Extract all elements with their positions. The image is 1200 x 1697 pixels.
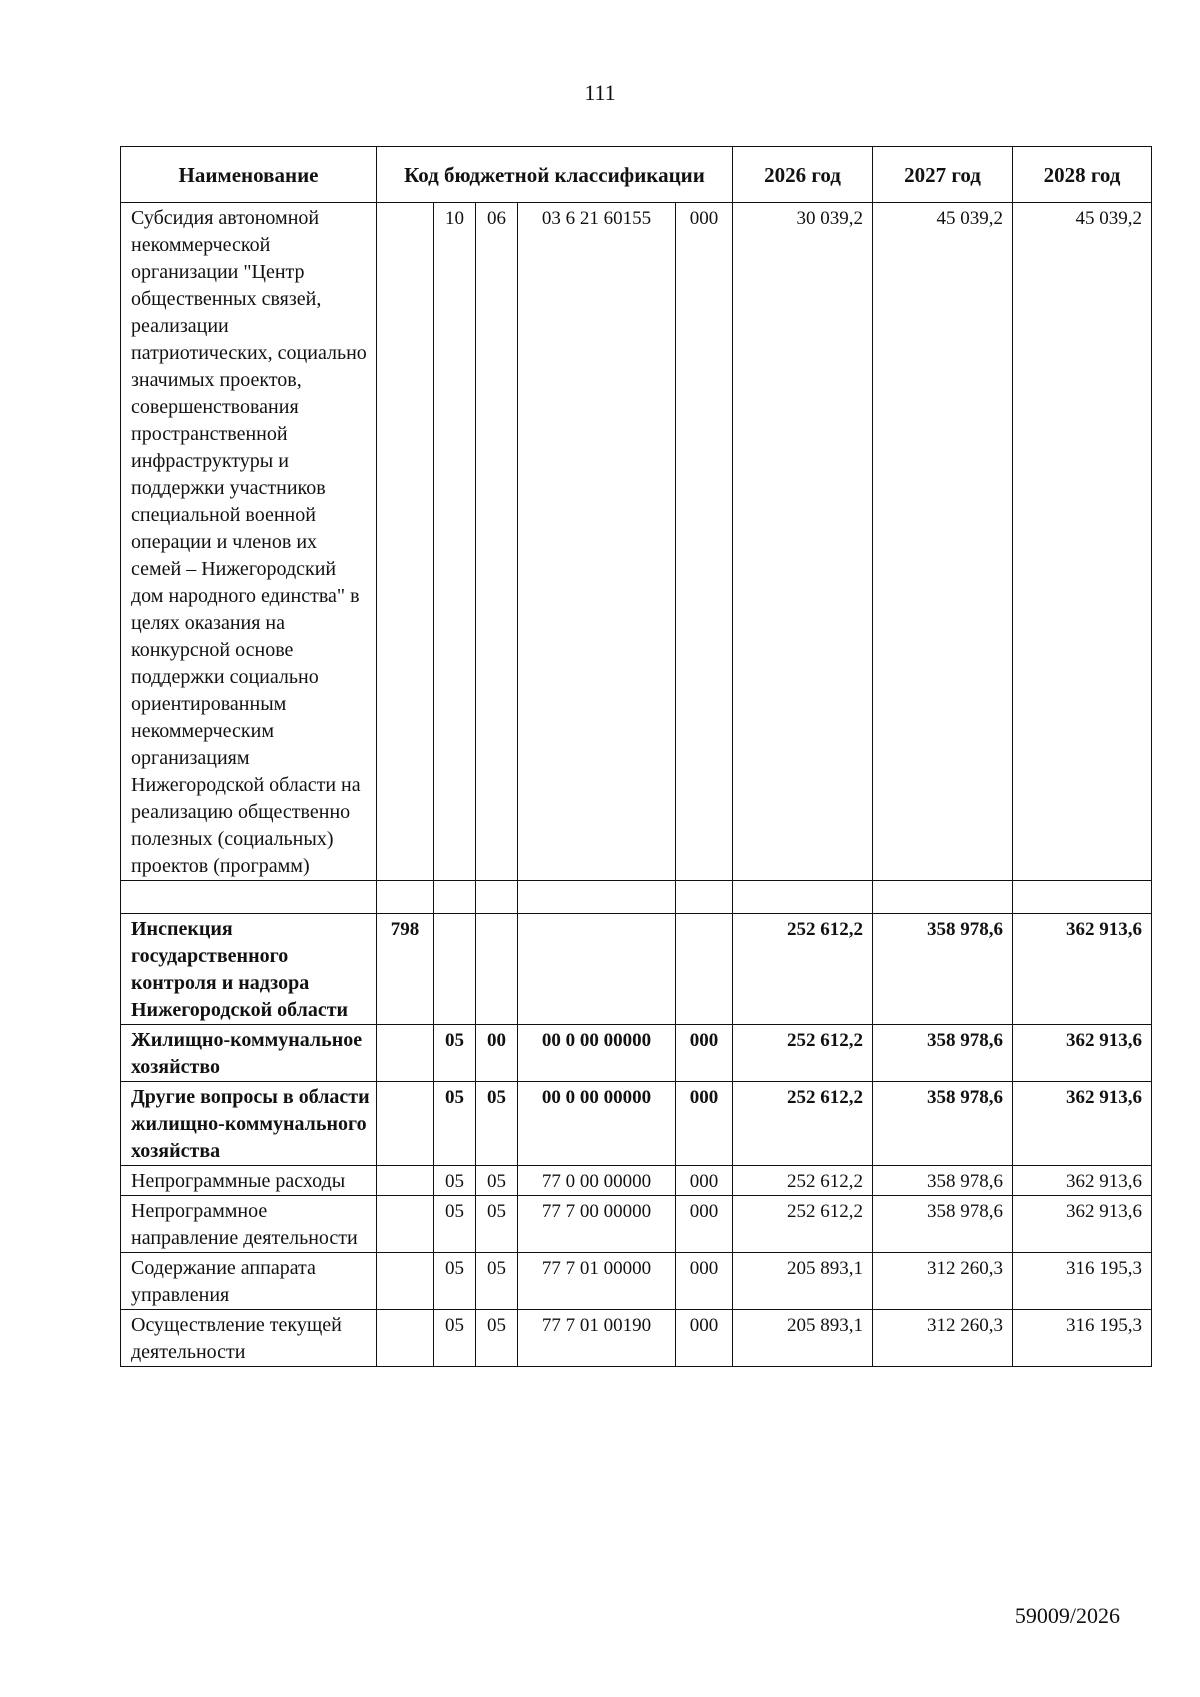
row-value-2026 — [733, 881, 873, 914]
row-name: Содержание аппарата управления — [121, 1253, 377, 1310]
row-value-2027: 358 978,6 — [873, 1082, 1013, 1166]
table-row — [121, 1025, 1152, 1082]
row-value-2026: 252 612,2 — [733, 1196, 873, 1253]
row-value-2026: 205 893,1 — [733, 1310, 873, 1367]
row-expense-code: 000 — [676, 1196, 733, 1253]
row-target-code — [518, 914, 676, 1025]
row-ministry-code — [377, 881, 434, 914]
header-2027: 2027 год — [873, 147, 1013, 203]
row-section-code: 10 — [434, 203, 476, 881]
row-section-code: 05 — [434, 1196, 476, 1253]
row-expense-code: 000 — [676, 1253, 733, 1310]
row-expense-code: 000 — [676, 1025, 733, 1082]
row-subsection-code: 05 — [476, 1310, 518, 1367]
row-section-code — [434, 881, 476, 914]
row-name: Субсидия автономной некоммерческой организации "Центр общественных связей, реализации патриотических, социально значимых проектов, совершенствования пространственной инфраструктуры и поддержки участников специальной военной операции и членов их семей – Нижегородский дом народного единства" в целях оказания на конкурсной основе поддержки социально ориентированным некоммерческим организациям Нижегородской области на реализацию общественно полезных (социальных) проектов (программ) — [121, 203, 377, 881]
row-expense-code: 000 — [676, 1310, 733, 1367]
row-name: Другие вопросы в области жилищно-коммунального хозяйства — [121, 1082, 377, 1166]
row-target-code: 03 6 21 60155 — [518, 203, 676, 881]
row-value-2027: 358 978,6 — [873, 914, 1013, 1025]
row-value-2027: 358 978,6 — [873, 1166, 1013, 1196]
document-number: 59009/2026 — [1014, 1603, 1120, 1628]
row-value-2026: 252 612,2 — [733, 1025, 873, 1082]
table-row — [121, 1253, 1152, 1310]
row-expense-code: 000 — [676, 203, 733, 881]
row-ministry-code — [377, 1025, 434, 1082]
row-value-2028: 362 913,6 — [1013, 914, 1152, 1025]
row-value-2028: 45 039,2 — [1013, 203, 1152, 881]
row-value-2028: 316 195,3 — [1013, 1253, 1152, 1310]
row-target-code: 77 7 01 00190 — [518, 1310, 676, 1367]
row-name: Жилищно-коммунальное хозяйство — [121, 1025, 377, 1082]
row-target-code — [518, 881, 676, 914]
row-section-code: 05 — [434, 1025, 476, 1082]
row-section-code: 05 — [434, 1310, 476, 1367]
row-subsection-code: 05 — [476, 1166, 518, 1196]
row-section-code: 05 — [434, 1082, 476, 1166]
budget-table — [120, 146, 1152, 1367]
row-subsection-code — [476, 914, 518, 1025]
row-ministry-code — [377, 203, 434, 881]
row-subsection-code: 00 — [476, 1025, 518, 1082]
row-subsection-code — [476, 881, 518, 914]
row-value-2027: 358 978,6 — [873, 1025, 1013, 1082]
row-ministry-code — [377, 1310, 434, 1367]
table-header-row — [121, 147, 1152, 203]
row-value-2026: 205 893,1 — [733, 1253, 873, 1310]
row-value-2028: 362 913,6 — [1013, 1196, 1152, 1253]
row-name: Осуществление текущей деятельности — [121, 1310, 377, 1367]
table-row-empty — [121, 881, 1152, 914]
header-2028: 2028 год — [1013, 147, 1152, 203]
row-value-2027: 312 260,3 — [873, 1310, 1013, 1367]
row-name: Непрограммные расходы — [121, 1166, 377, 1196]
row-expense-code: 000 — [676, 1166, 733, 1196]
row-target-code: 77 0 00 00000 — [518, 1166, 676, 1196]
row-subsection-code: 05 — [476, 1196, 518, 1253]
table-row — [121, 203, 1152, 881]
row-subsection-code: 05 — [476, 1253, 518, 1310]
row-ministry-code: 798 — [377, 914, 434, 1025]
row-value-2027: 358 978,6 — [873, 1196, 1013, 1253]
row-section-code — [434, 914, 476, 1025]
row-name — [121, 881, 377, 914]
row-ministry-code — [377, 1166, 434, 1196]
row-value-2028: 362 913,6 — [1013, 1082, 1152, 1166]
row-value-2028 — [1013, 881, 1152, 914]
table-row — [121, 1310, 1152, 1367]
row-ministry-code — [377, 1082, 434, 1166]
row-value-2028: 316 195,3 — [1013, 1310, 1152, 1367]
row-expense-code — [676, 914, 733, 1025]
row-target-code: 77 7 00 00000 — [518, 1196, 676, 1253]
header-code: Код бюджетной классификации — [377, 147, 733, 203]
header-name: Наименование — [121, 147, 377, 203]
row-target-code: 77 7 01 00000 — [518, 1253, 676, 1310]
row-value-2028: 362 913,6 — [1013, 1025, 1152, 1082]
table-row — [121, 914, 1152, 1025]
row-name: Инспекция государственного контроля и надзора Нижегородской области — [121, 914, 377, 1025]
row-name: Непрограммное направление деятельности — [121, 1196, 377, 1253]
row-expense-code: 000 — [676, 1082, 733, 1166]
row-value-2026: 30 039,2 — [733, 203, 873, 881]
row-value-2027: 312 260,3 — [873, 1253, 1013, 1310]
row-section-code: 05 — [434, 1253, 476, 1310]
row-target-code: 00 0 00 00000 — [518, 1082, 676, 1166]
table-row — [121, 1196, 1152, 1253]
row-value-2027: 45 039,2 — [873, 203, 1013, 881]
row-ministry-code — [377, 1196, 434, 1253]
header-2026: 2026 год — [733, 147, 873, 203]
page-number: 111 — [584, 80, 616, 105]
table-row — [121, 1166, 1152, 1196]
row-value-2026: 252 612,2 — [733, 1082, 873, 1166]
row-expense-code — [676, 881, 733, 914]
row-value-2028: 362 913,6 — [1013, 1166, 1152, 1196]
row-target-code: 00 0 00 00000 — [518, 1025, 676, 1082]
row-value-2026: 252 612,2 — [733, 1166, 873, 1196]
row-value-2026: 252 612,2 — [733, 914, 873, 1025]
row-section-code: 05 — [434, 1166, 476, 1196]
row-ministry-code — [377, 1253, 434, 1310]
row-subsection-code: 05 — [476, 1082, 518, 1166]
table-row — [121, 1082, 1152, 1166]
row-subsection-code: 06 — [476, 203, 518, 881]
row-value-2027 — [873, 881, 1013, 914]
